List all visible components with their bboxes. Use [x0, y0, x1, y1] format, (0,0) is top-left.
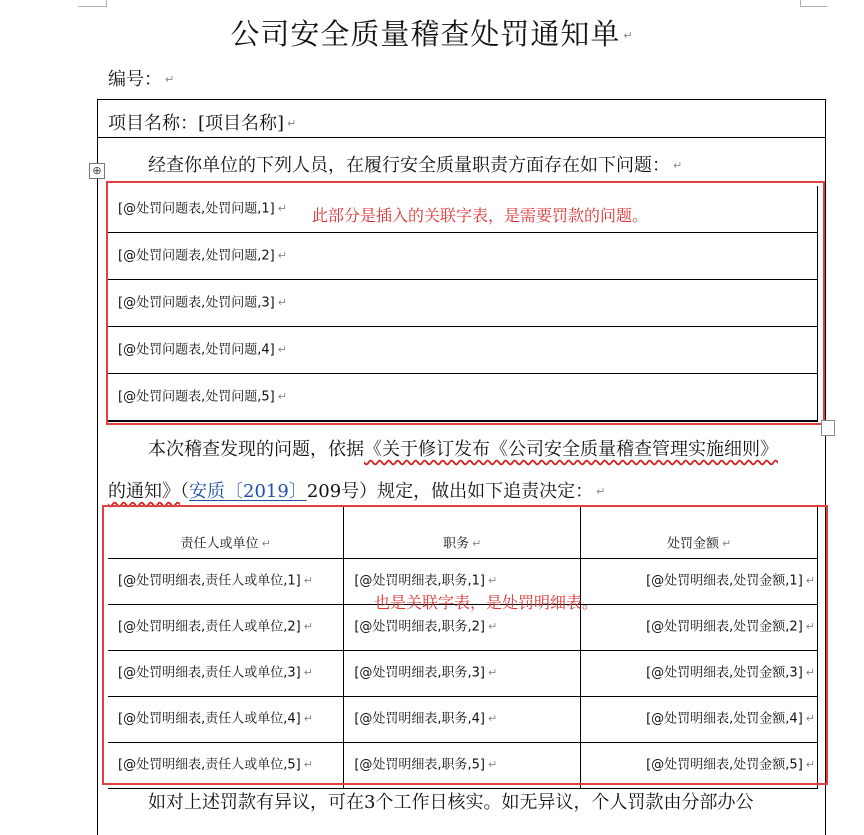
basis-paragraph-line2[interactable]: 的通知》（安质〔2019〕209号）规定，做出如下追责决定： ↵: [108, 481, 606, 502]
paragraph-mark-icon: ↵: [805, 620, 815, 634]
paragraph-mark-icon: ↵: [165, 73, 175, 86]
position-cell[interactable]: [@处罚明细表,职务,2] ↵: [344, 605, 581, 651]
header-position: 职务 ↵: [344, 507, 581, 559]
problems-annotation: 此部分是插入的关联字表，是需要罚款的问题。: [312, 206, 649, 225]
problem-cell[interactable]: [@处罚问题表,处罚问题,1] ↵: [108, 186, 818, 233]
table-resize-handle[interactable]: [821, 420, 835, 436]
paragraph-mark-icon: ↵: [721, 536, 732, 550]
paragraph-mark-icon: ↵: [488, 620, 498, 634]
paragraph-mark-icon: ↵: [488, 712, 498, 726]
header-amount: 处罚金额 ↵: [581, 507, 818, 559]
header-responsible: 责任人或单位 ↵: [108, 507, 344, 559]
problems-highlight-box: [106, 181, 825, 425]
amount-cell[interactable]: [@处罚明细表,处罚金额,1] ↵: [581, 559, 818, 605]
paragraph-mark-icon: ↵: [623, 29, 634, 42]
paragraph-mark-icon: ↵: [303, 712, 313, 726]
closing-paragraph[interactable]: 如对上述罚款有异议，可在3个工作日核实。如无异议，个人罚款由分部办公: [148, 792, 754, 813]
paragraph-mark-icon: ↵: [805, 758, 815, 772]
paragraph-mark-icon: ↵: [277, 389, 287, 403]
position-cell[interactable]: [@处罚明细表,职务,4] ↵: [344, 697, 581, 743]
document-title: 公司安全质量稽查处罚通知单 ↵: [230, 17, 634, 51]
paragraph-mark-icon: ↵: [303, 666, 313, 680]
responsible-cell[interactable]: [@处罚明细表,责任人或单位,4] ↵: [108, 697, 344, 743]
serial-number-line[interactable]: 编号： ↵: [108, 69, 175, 90]
responsible-cell[interactable]: [@处罚明细表,责任人或单位,1] ↵: [108, 559, 344, 605]
paragraph-mark-icon: ↵: [277, 295, 287, 309]
paragraph-mark-icon: ↵: [805, 712, 815, 726]
paragraph-mark-icon: ↵: [805, 666, 815, 680]
paragraph-mark-icon: ↵: [303, 758, 313, 772]
frame-top-border: [97, 99, 826, 100]
responsible-cell[interactable]: [@处罚明细表,责任人或单位,3] ↵: [108, 651, 344, 697]
table-move-handle-icon[interactable]: ⊕: [89, 163, 105, 179]
position-cell[interactable]: [@处罚明细表,职务,3] ↵: [344, 651, 581, 697]
responsible-cell[interactable]: [@处罚明细表,责任人或单位,5] ↵: [108, 743, 344, 789]
paragraph-mark-icon: ↵: [277, 342, 287, 356]
paragraph-mark-icon: ↵: [303, 574, 313, 588]
detail-highlight-box: [102, 505, 828, 785]
page-corner-top-right: [800, 0, 827, 7]
paragraph-mark-icon: ↵: [261, 536, 271, 550]
paragraph-mark-icon: ↵: [596, 485, 606, 498]
frame-left-border: [97, 99, 98, 835]
problem-cell[interactable]: [@处罚问题表,处罚问题,5] ↵: [108, 374, 818, 422]
page-corner-top-left: [78, 0, 107, 7]
paragraph-mark-icon: ↵: [488, 574, 498, 588]
document-number-link[interactable]: 安质〔2019〕: [189, 481, 307, 502]
paragraph-mark-icon: ↵: [277, 248, 287, 262]
amount-cell[interactable]: [@处罚明细表,处罚金额,3] ↵: [581, 651, 818, 697]
paragraph-mark-icon: ↵: [277, 201, 287, 215]
responsible-cell[interactable]: [@处罚明细表,责任人或单位,2] ↵: [108, 605, 344, 651]
project-name-line[interactable]: 项目名称：[项目名称] ↵: [108, 113, 297, 134]
detail-annotation: 也是关联字表，是处罚明细表。: [374, 593, 599, 612]
basis-paragraph-line1[interactable]: 本次稽查发现的问题，依据《关于修订发布《公司安全质量稽查管理实施细则》: [148, 439, 778, 460]
amount-cell[interactable]: [@处罚明细表,处罚金额,5] ↵: [581, 743, 818, 789]
paragraph-mark-icon: ↵: [472, 536, 482, 550]
position-cell[interactable]: [@处罚明细表,职务,1] ↵: [344, 559, 581, 605]
paragraph-mark-icon: ↵: [287, 117, 297, 130]
amount-cell[interactable]: [@处罚明细表,处罚金额,2] ↵: [581, 605, 818, 651]
paragraph-mark-icon: ↵: [303, 620, 313, 634]
amount-cell[interactable]: [@处罚明细表,处罚金额,4] ↵: [581, 697, 818, 743]
problem-cell[interactable]: [@处罚问题表,处罚问题,2] ↵: [108, 233, 818, 280]
problem-cell[interactable]: [@处罚问题表,处罚问题,3] ↵: [108, 280, 818, 327]
position-cell[interactable]: [@处罚明细表,职务,5] ↵: [344, 743, 581, 789]
problem-cell[interactable]: [@处罚问题表,处罚问题,4] ↵: [108, 327, 818, 374]
paragraph-mark-icon: ↵: [805, 574, 815, 588]
paragraph-mark-icon: ↵: [673, 159, 683, 172]
paragraph-mark-icon: ↵: [488, 666, 498, 680]
intro-paragraph[interactable]: 经查你单位的下列人员，在履行安全质量职责方面存在如下问题： ↵: [148, 155, 683, 176]
paragraph-mark-icon: ↵: [488, 758, 498, 772]
